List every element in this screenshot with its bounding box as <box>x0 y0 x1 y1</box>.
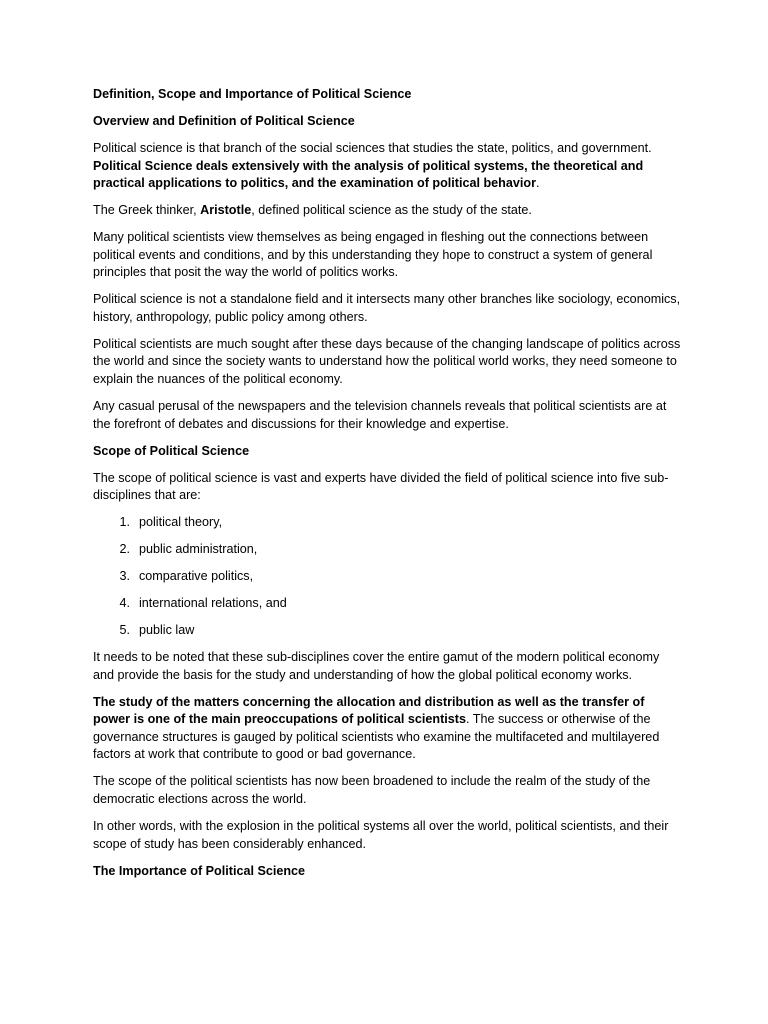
list-text: comparative politics, <box>139 569 254 584</box>
media-paragraph: Any casual perusal of the newspapers and the television channels reveals that political scientists are at the forefront of debates and discussions for their knowledge and expertise. <box>93 399 667 431</box>
definition-emphasis: Political Science deals extensively with the analysis of political systems, the theoretical and practical applications to politics, and the examination of political behavior <box>93 158 644 191</box>
explosion-paragraph: In other words, with the explosion in the political systems all over the world, political scientists, and their scope of study has been considerably enhanced. <box>93 819 669 851</box>
interdisciplinary-paragraph: Political science is not a standalone field and it intersects many other branches like sociology, economics, history, anthropology, public policy among others. <box>93 292 681 324</box>
power-emphasis: The study of the matters concerning the allocation and distribution as well as the transfer of power is one of the main preoccupations of political scientists <box>93 694 645 727</box>
list-number: 5. <box>119 623 130 638</box>
importance-heading: The Importance of Political Science <box>93 863 306 878</box>
scope-intro-paragraph: The scope of political science is vast and experts have divided the field of political science into five sub-disciplines that are: <box>93 470 669 503</box>
list-item <box>93 622 683 640</box>
document-page <box>93 86 683 890</box>
list-text: public administration, <box>139 542 258 557</box>
subdisciplines-list <box>93 514 683 640</box>
list-number: 4. <box>119 596 130 611</box>
definition-text: Political science is that branch of the social sciences that studies the state, politics, and government. <box>93 140 652 155</box>
demand-paragraph: Political scientists are much sought after these days because of the changing landscape of politics across the world and since the society wants to understand how the political world works, they need someone to explain the nuances of the political economy. <box>93 336 681 387</box>
list-item <box>93 541 683 559</box>
list-text: international relations, and <box>139 596 287 611</box>
overview-heading: Overview and Definition of Political Science <box>93 113 355 128</box>
list-item <box>93 568 683 586</box>
scope-heading: Scope of Political Science <box>93 443 250 458</box>
elections-paragraph: The scope of the political scientists has now been broadened to include the realm of the study of the democratic elections across the world. <box>93 774 651 807</box>
aristotle-paragraph <box>93 202 683 220</box>
definition-period: . <box>535 176 540 191</box>
aristotle-before: The Greek thinker, <box>93 203 201 218</box>
list-number: 1. <box>119 515 130 530</box>
power-paragraph <box>93 694 683 764</box>
list-item <box>93 595 683 613</box>
list-text: political theory, <box>139 515 223 530</box>
list-number: 2. <box>119 542 130 557</box>
aristotle-after: , defined political science as the study of the state. <box>251 203 532 218</box>
definition-paragraph <box>93 140 683 193</box>
list-number: 3. <box>119 569 130 584</box>
aristotle-name: Aristotle <box>200 203 252 218</box>
list-item <box>93 514 683 532</box>
list-text: public law <box>139 623 195 638</box>
power-text: . The success or otherwise of the governance structures is gauged by political scientists who examine the multifaceted and multilayered factors at work that contribute to good or bad governance. <box>93 712 660 762</box>
document-title: Definition, Scope and Importance of Political Science <box>93 87 412 101</box>
connections-paragraph: Many political scientists view themselves as being engaged in fleshing out the connections between political events and conditions, and by this understanding they hope to construct a system of general principles that posit the way the world of politics works. <box>93 230 653 280</box>
gamut-paragraph: It needs to be noted that these sub-disciplines cover the entire gamut of the modern political economy and provide the basis for the study and understanding of how the global political economy works. <box>93 650 660 682</box>
